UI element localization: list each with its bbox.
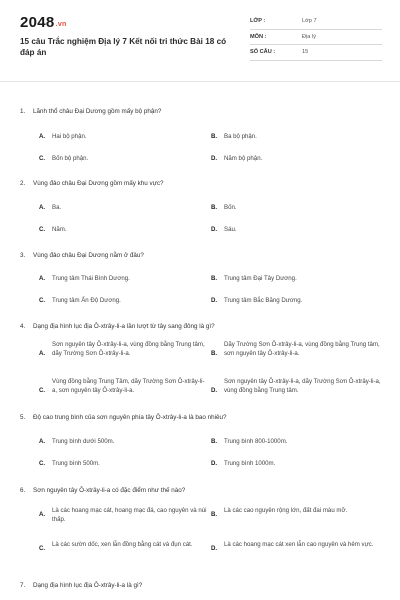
option-text: Trung tâm Thái Bình Dương. [52,275,130,282]
option-text: Bốn bộ phận. [52,155,89,162]
meta-value: Lớp 7 [302,18,317,24]
question-text: Vùng đảo châu Đại Dương gồm mấy khu vực? [33,180,164,187]
question-stem [20,108,161,116]
option-text: Trung bình 1000m. [224,460,276,467]
option-letter: B. [211,204,218,211]
question-stem [20,414,227,422]
question-text: Dạng địa hình lục địa Ô-xtrây-li-a là gì? [33,582,143,589]
option-text: Ba. [52,204,62,211]
option-b[interactable] [211,507,381,519]
option-letter: A. [39,204,46,211]
option-text: Là các hoang mạc cát xen lẫn cao nguyên và hẻm vực. [224,541,374,548]
question-text: Lãnh thổ châu Đại Dương gồm mấy bộ phận? [33,108,162,115]
option-b[interactable] [211,341,381,358]
question-stem [20,180,164,188]
option-c[interactable] [39,460,100,469]
meta-value: Địa lý [302,33,316,40]
option-text: Sơn nguyên tây Ô-xtrây-li-a, dãy Trường Sơn Ô-xtrây-li-a, vùng đồng bằng Trung tâm. [224,378,381,394]
option-d[interactable] [211,378,381,395]
option-letter: B. [211,275,218,282]
option-letter: A. [39,133,46,140]
option-letter: A. [39,275,46,282]
meta-key: MÔN : [250,33,267,40]
option-letter: D. [211,545,218,553]
option-letter: C. [39,460,46,467]
logo-main: 2048 [20,14,55,31]
option-d[interactable] [211,297,302,306]
question-number: 5. [20,414,26,421]
question-stem [20,582,142,590]
option-letter: B. [211,438,218,445]
question-number: 7. [20,582,26,589]
option-text: Sáu. [224,226,237,233]
option-letter: C. [39,545,46,553]
option-letter: C. [39,297,46,304]
question-text: Vùng đảo châu Đại Dương nằm ở đâu? [33,252,144,259]
option-text: Trung tâm Đại Tây Dương. [224,275,297,282]
option-letter: A. [39,349,46,357]
option-d[interactable] [211,541,381,553]
option-letter: C. [39,155,46,162]
option-b[interactable] [211,133,257,142]
question-number: 4. [20,323,26,330]
option-letter: B. [211,349,218,357]
option-letter: D. [211,297,218,304]
question-text: Sơn nguyên tây Ô-xtrây-li-a có đặc điểm như thế nào? [33,487,186,494]
option-text: Là các cao nguyên rộng lớn, đất đai màu mỡ. [224,507,348,514]
option-a[interactable] [39,438,114,447]
question-number: 3. [20,252,26,259]
meta-value: 15 [302,49,309,55]
option-text: Trung bình 500m. [52,460,100,467]
option-letter: D. [211,386,218,394]
option-b[interactable] [211,275,297,284]
header-divider [0,81,400,82]
option-d[interactable] [211,226,237,235]
question-number: 6. [20,487,26,494]
option-letter: C. [39,386,46,394]
option-b[interactable] [211,204,237,213]
question-stem [20,323,215,331]
option-text: Ba bộ phận. [224,133,257,140]
meta-key: LỚP : [250,18,266,24]
option-text: Hai bộ phận. [52,133,87,140]
option-a[interactable] [39,341,209,358]
option-text: Dãy Trường Sơn Ô-xtrây-li-a, vùng đồng bằng Trung tâm, sơn nguyên tây Ô-xtrây-li-a. [224,341,380,357]
option-c[interactable] [39,155,88,164]
question-stem [20,252,144,260]
option-letter: B. [211,511,218,519]
option-text: Trung bình dưới 500m. [52,438,115,445]
option-a[interactable] [39,133,87,142]
meta-key: SỐ CÂU : [250,49,276,55]
header [20,14,382,80]
option-text: Là các sườn dốc, xen lẫn đồng bằng cát và đụn cát. [52,541,193,548]
option-text: Năm. [52,226,67,233]
option-d[interactable] [211,460,275,469]
logo-suffix: .vn [55,21,67,28]
page-title: 15 câu Trắc nghiệm Địa lý 7 Kết nối tri thức Bài 18 có đáp án [20,37,227,57]
meta-row-grade [250,14,382,30]
option-c[interactable] [39,378,209,395]
option-text: Vùng đồng bằng Trung Tâm, dãy Trường Sơn Ô-xtrây-li-a, sơn nguyên tây Ô-xtrây-li-a. [52,378,205,394]
question-text: Dạng địa hình lục địa Ô-xtrây-li-a lần lượt từ tây sang đông là gì? [33,323,215,330]
option-letter: D. [211,155,218,162]
option-letter: A. [39,511,46,519]
option-c[interactable] [39,541,209,553]
option-letter: A. [39,438,46,445]
option-text: Năm bộ phận. [224,155,263,162]
option-text: Trung tâm Bắc Băng Dương. [224,297,303,304]
option-letter: B. [211,133,218,140]
option-c[interactable] [39,297,121,306]
option-text: Trung bình 800-1000m. [224,438,288,445]
question-text: Độ cao trung bình của sơn nguyên phía tây Ô-xtrây-li-a là bao nhiêu? [33,414,227,421]
option-a[interactable] [39,507,209,524]
option-text: Bốn. [224,204,237,211]
question-number: 1. [20,108,26,115]
option-d[interactable] [211,155,262,164]
option-letter: D. [211,226,218,233]
option-text: Là các hoang mạc cát, hoang mạc đá, cao nguyên và núi thấp. [52,507,207,523]
site-logo[interactable] [20,14,67,31]
meta-row-count [250,45,382,61]
question-stem [20,487,185,495]
option-letter: D. [211,460,218,467]
question-number: 2. [20,180,26,187]
option-text: Sơn nguyên tây Ô-xtrây-li-a, vùng đồng bằng Trung tâm, dãy Trường Sơn Ô-xtrây-li-a. [52,341,205,357]
option-b[interactable] [211,438,287,447]
option-text: Trung tâm Ấn Độ Dương. [52,297,121,304]
option-a[interactable] [39,275,130,284]
option-c[interactable] [39,226,67,235]
meta-table [250,14,382,61]
meta-row-subject [250,30,382,46]
option-letter: C. [39,226,46,233]
option-a[interactable] [39,204,61,213]
